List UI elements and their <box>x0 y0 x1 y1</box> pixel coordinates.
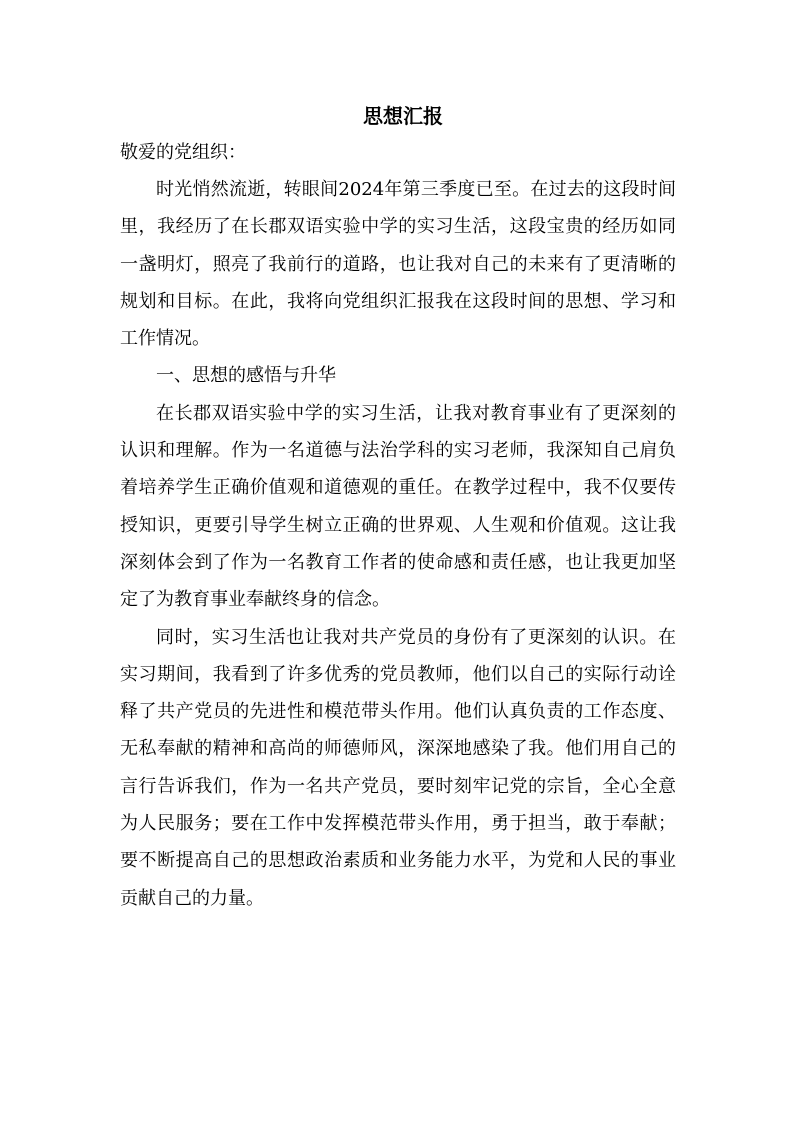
section-paragraph: 在长郡双语实验中学的实习生活，让我对教育事业有了更深刻的认识和理解。作为一名道德与法治学科的实习老师，我深知自己肩负着培养学生正确价值观和道德观的重任。在教学过程中，我不仅要传授知识，更要引导学生树立正确的世界观、人生观和价值观。这让我深刻体会到了作为一名教育工作者的使命感和责任感，也让我更加坚定了为教育事业奉献终身的信念。 <box>120 402 676 611</box>
intro-paragraph: 时光悄然流逝，转眼间2024年第三季度已至。在过去的这段时间里，我经历了在长郡双语实验中学的实习生活，这段宝贵的经历如同一盏明灯，照亮了我前行的道路，也让我对自己的未来有了更清晰的规划和目标。在此，我将向党组织汇报我在这段时间的思想、学习和工作情况。 <box>120 179 676 350</box>
document-title: 思想汇报 <box>363 104 443 128</box>
document-body <box>120 98 676 917</box>
section-heading: 一、思想的感悟与升华 <box>156 365 336 387</box>
section-paragraph: 同时，实习生活也让我对共产党员的身份有了更深刻的认识。在实习期间，我看到了许多优秀的党员教师，他们以自己的实际行动诠释了共产党员的先进性和模范带头作用。他们认真负责的工作态度、无私奉献的精神和高尚的师德师风，深深地感染了我。他们用自己的言行告诉我们，作为一名共产党员，要时刻牢记党的宗旨，全心全意为人民服务；要在工作中发挥模范带头作用，勇于担当，敢于奉献；要不断提高自己的思想政治素质和业务能力水平，为党和人民的事业贡献自己的力量。 <box>120 626 676 909</box>
salutation: 敬爱的党组织： <box>120 142 246 163</box>
